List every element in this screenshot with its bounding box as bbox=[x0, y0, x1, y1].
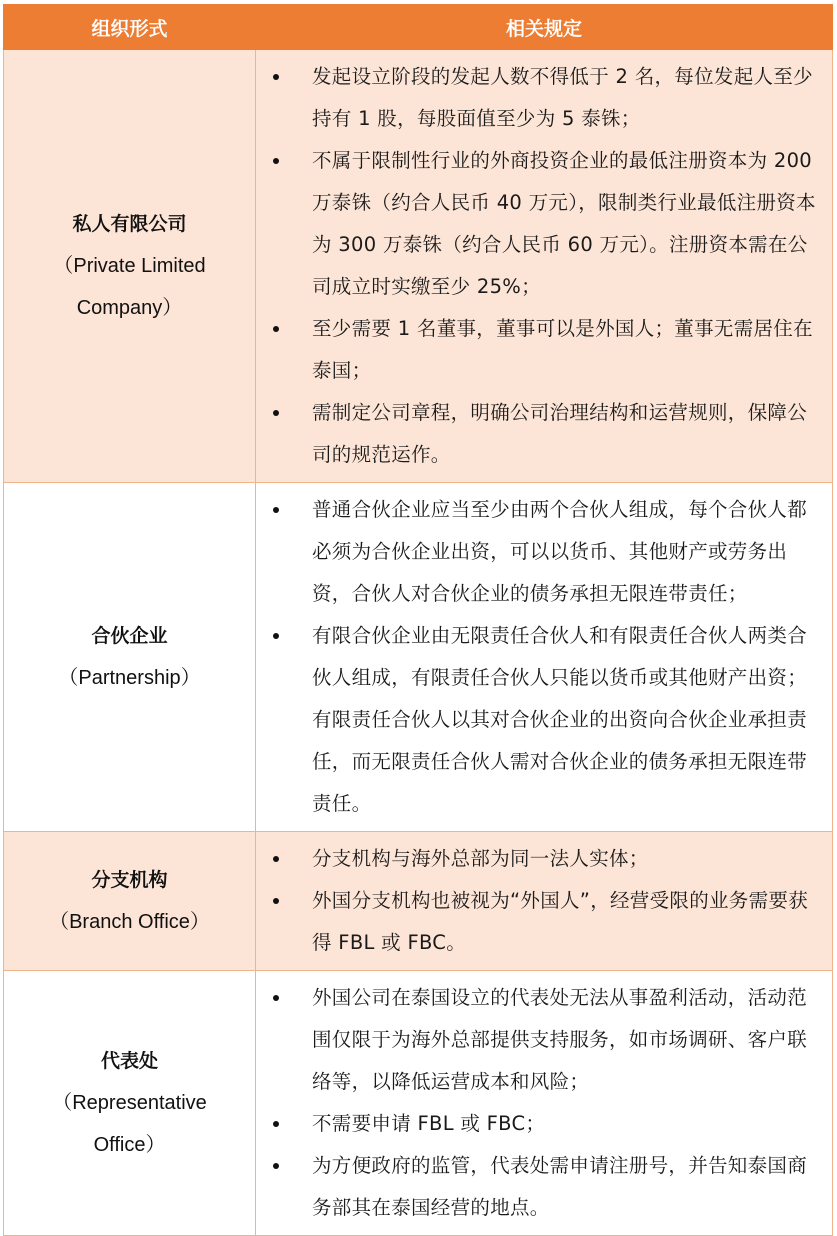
org-cell bbox=[4, 832, 256, 971]
organization-forms-table bbox=[3, 4, 833, 1236]
rules-cell bbox=[256, 832, 833, 971]
org-name-en: （Partnership） bbox=[58, 667, 201, 689]
rule-item: 需制定公司章程，明确公司治理结构和运营规则，保障公司的规范运作。 bbox=[256, 392, 822, 476]
org-name-en: Company） bbox=[76, 297, 183, 319]
rules-list bbox=[256, 971, 832, 1235]
rule-item: 普通合伙企业应当至少由两个合伙人组成，每个合伙人都必须为合伙企业出资，可以以货币、其他财产或劳务出资，合伙人对合伙企业的债务承担无限连带责任； bbox=[256, 489, 822, 615]
table-header-row bbox=[4, 5, 833, 50]
rule-item: 分支机构与海外总部为同一法人实体； bbox=[256, 838, 822, 880]
rule-item: 有限合伙企业由无限责任合伙人和有限责任合伙人两类合伙人组成，有限责任合伙人只能以货币或其他财产出资；有限责任合伙人以其对合伙企业的出资向合伙企业承担责任，而无限责任合伙人需对合伙企业的债务承担无限连带责任。 bbox=[256, 615, 822, 825]
rules-list bbox=[256, 832, 832, 970]
table-row-private-limited bbox=[4, 50, 833, 483]
org-name-cn: 代表处 bbox=[100, 1050, 158, 1072]
org-name-en: （Representative bbox=[52, 1092, 207, 1114]
rule-item: 不属于限制性行业的外商投资企业的最低注册资本为 200 万泰铢（约合人民币 40 万元），限制类行业最低注册资本为 300 万泰铢（约合人民币 60 万元）。注册资本需在公司成立时实缴至少 25%； bbox=[256, 140, 822, 308]
org-name-cn: 合伙企业 bbox=[91, 625, 168, 647]
rules-cell bbox=[256, 971, 833, 1236]
table-row-branch-office bbox=[4, 832, 833, 971]
org-cell bbox=[4, 50, 256, 483]
org-cell bbox=[4, 483, 256, 832]
rule-item: 外国分支机构也被视为“外国人”，经营受限的业务需要获得 FBL 或 FBC。 bbox=[256, 880, 822, 964]
header-org-form: 组织形式 bbox=[4, 5, 256, 50]
rules-list bbox=[256, 483, 832, 831]
header-regulations: 相关规定 bbox=[256, 5, 833, 50]
org-name-en: Office） bbox=[93, 1134, 166, 1156]
org-name-cn: 私人有限公司 bbox=[72, 213, 187, 235]
rule-item: 不需要申请 FBL 或 FBC； bbox=[256, 1103, 822, 1145]
rule-item: 至少需要 1 名董事，董事可以是外国人；董事无需居住在泰国； bbox=[256, 308, 822, 392]
rules-cell bbox=[256, 50, 833, 483]
rule-item: 外国公司在泰国设立的代表处无法从事盈利活动，活动范围仅限于为海外总部提供支持服务，如市场调研、客户联络等，以降低运营成本和风险； bbox=[256, 977, 822, 1103]
org-name-en: （Branch Office） bbox=[49, 911, 210, 933]
org-name-cn: 分支机构 bbox=[91, 869, 168, 891]
rules-list bbox=[256, 50, 832, 482]
org-cell bbox=[4, 971, 256, 1236]
rule-item: 发起设立阶段的发起人数不得低于 2 名，每位发起人至少持有 1 股，每股面值至少为 5 泰铢； bbox=[256, 56, 822, 140]
rules-cell bbox=[256, 483, 833, 832]
rule-item: 为方便政府的监管，代表处需申请注册号，并告知泰国商务部其在泰国经营的地点。 bbox=[256, 1145, 822, 1229]
table-row-representative-office bbox=[4, 971, 833, 1236]
org-name-en: （Private Limited bbox=[53, 255, 206, 277]
table-row-partnership bbox=[4, 483, 833, 832]
